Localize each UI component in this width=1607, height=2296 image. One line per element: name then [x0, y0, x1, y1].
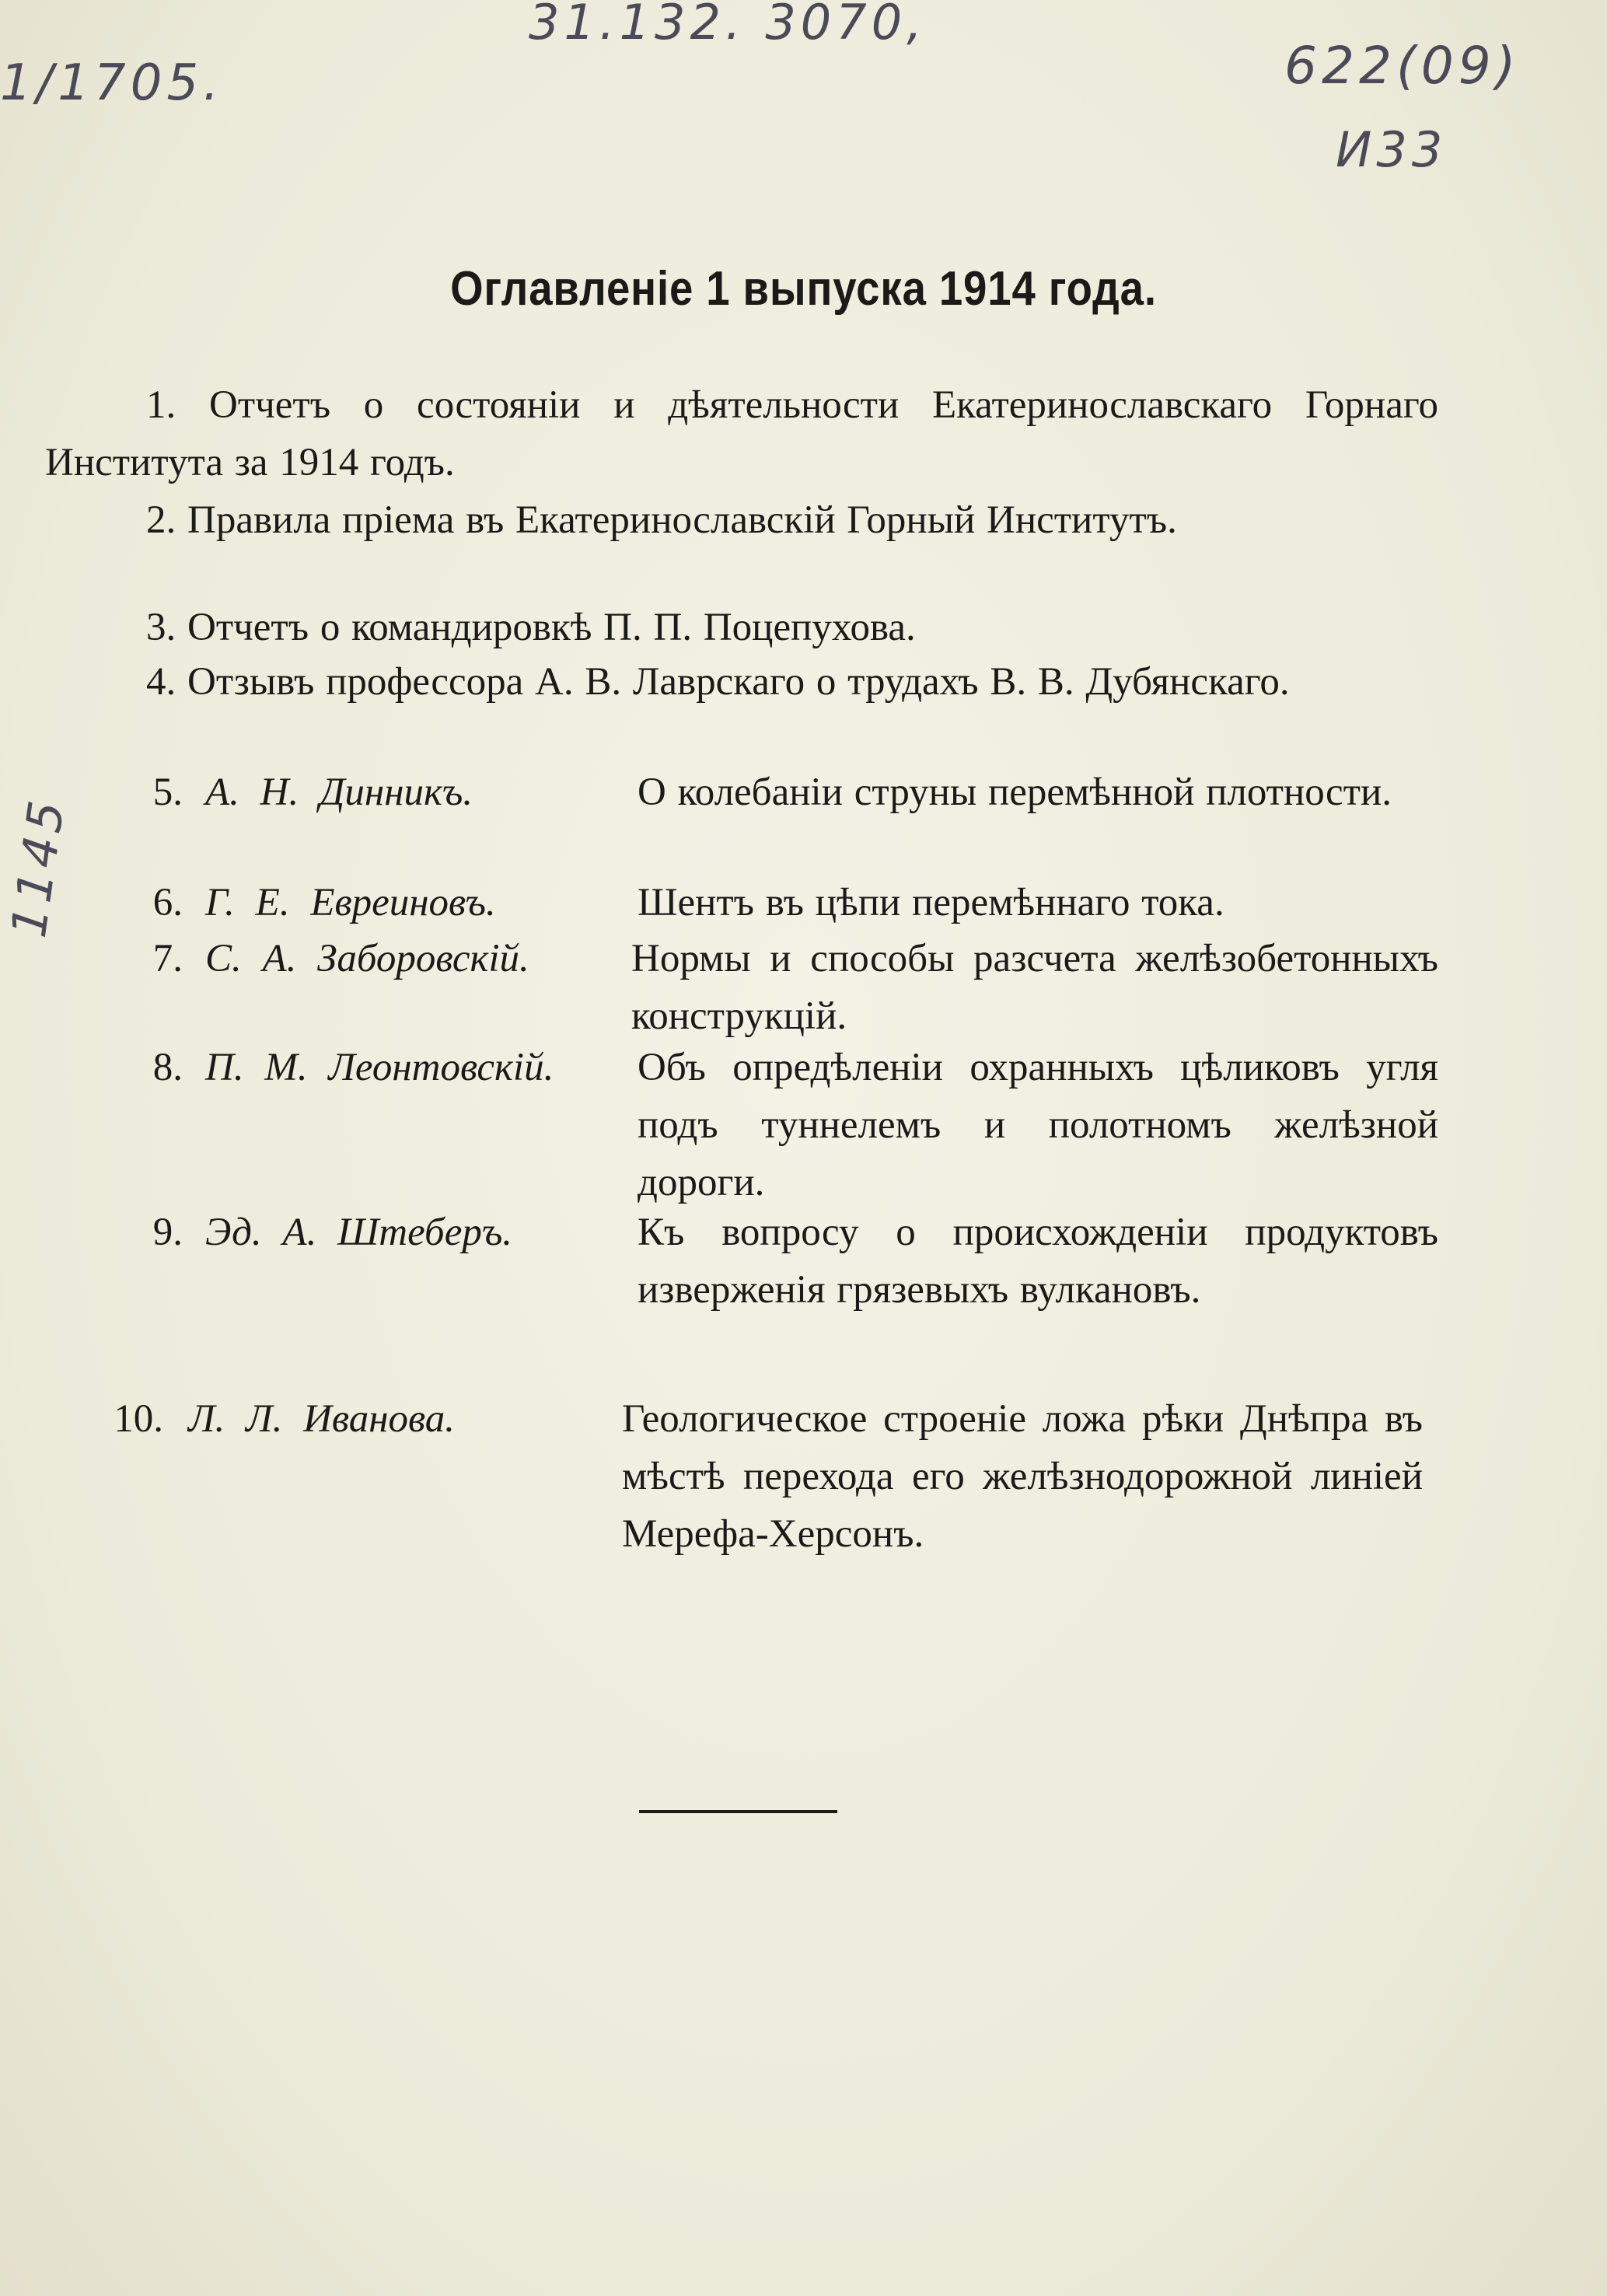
entry-title: Шентъ въ цѣпи перемѣннаго тока. — [638, 881, 1224, 924]
handwritten-side-number: 1145 — [0, 792, 76, 942]
handwritten-inventory-number: 1/1705. — [0, 54, 224, 112]
entry-number: 6. — [152, 881, 183, 924]
entry-text: Отчетъ о состояніи и дѣятельности Екатеринославскаго Горнаго Института за 1914 годъ. — [45, 383, 1439, 484]
entry-number: 10. — [114, 1397, 163, 1441]
entry-author: Эд. А. Штеберъ. — [205, 1211, 513, 1254]
entry-number: 5. — [152, 771, 183, 814]
entry-title: Объ опредѣленіи охранныхъ цѣликовъ угля подъ туннелемъ и полотномъ желѣзной дороги. — [638, 1046, 1438, 1204]
handwritten-catalog-number: 31.132. 3070, — [529, 0, 927, 51]
entry-author: Л. Л. Иванова. — [188, 1397, 456, 1441]
entry-text: Отчетъ о командировкѣ П. П. Поцепухова. — [187, 606, 916, 649]
toc-entry-2 — [45, 491, 1438, 549]
toc-entry-1 — [45, 376, 1438, 491]
entry-title: Геологическое строеніе ложа рѣки Днѣпра въ мѣстѣ перехода его желѣзнодорожной линіей Мерефа-Херсонъ. — [622, 1397, 1423, 1556]
toc-entry-4 — [45, 653, 1438, 711]
toc-entry-3 — [45, 599, 1438, 656]
entry-number: 4. — [146, 660, 176, 704]
entry-author: С. А. Заборовскій. — [205, 937, 529, 980]
entry-number: 1. — [146, 383, 176, 427]
entry-number: 8. — [152, 1046, 183, 1089]
entry-title: О колебаніи струны перемѣнной плотности. — [638, 771, 1392, 814]
handwritten-author-code: И33 — [1336, 121, 1448, 178]
page-title: Оглавленіе 1 выпуска 1914 года. — [450, 262, 1157, 316]
entry-author: Г. Е. Евреиновъ. — [205, 881, 496, 924]
entry-title: Къ вопросу о происхожденіи продуктовъ изверженія грязевыхъ вулкановъ. — [638, 1211, 1438, 1312]
handwritten-classification-code: 622(09) — [1284, 36, 1521, 96]
entry-title: Нормы и способы разсчета желѣзобетонныхъ конструкцій. — [631, 937, 1438, 1038]
entry-number: 7. — [152, 937, 183, 980]
closing-rule — [639, 1810, 837, 1813]
entry-number: 3. — [146, 606, 176, 649]
entry-author: П. М. Леонтовскій. — [205, 1046, 554, 1089]
entry-text: Правила пріема въ Екатеринославскій Горный Институтъ. — [187, 498, 1177, 542]
entry-number: 9. — [152, 1211, 183, 1254]
entry-text: Отзывъ профессора А. В. Лаврскаго о трудахъ В. В. Дубянскаго. — [187, 660, 1290, 704]
entry-number: 2. — [146, 498, 176, 542]
entry-author: А. Н. Динникъ. — [205, 771, 473, 814]
